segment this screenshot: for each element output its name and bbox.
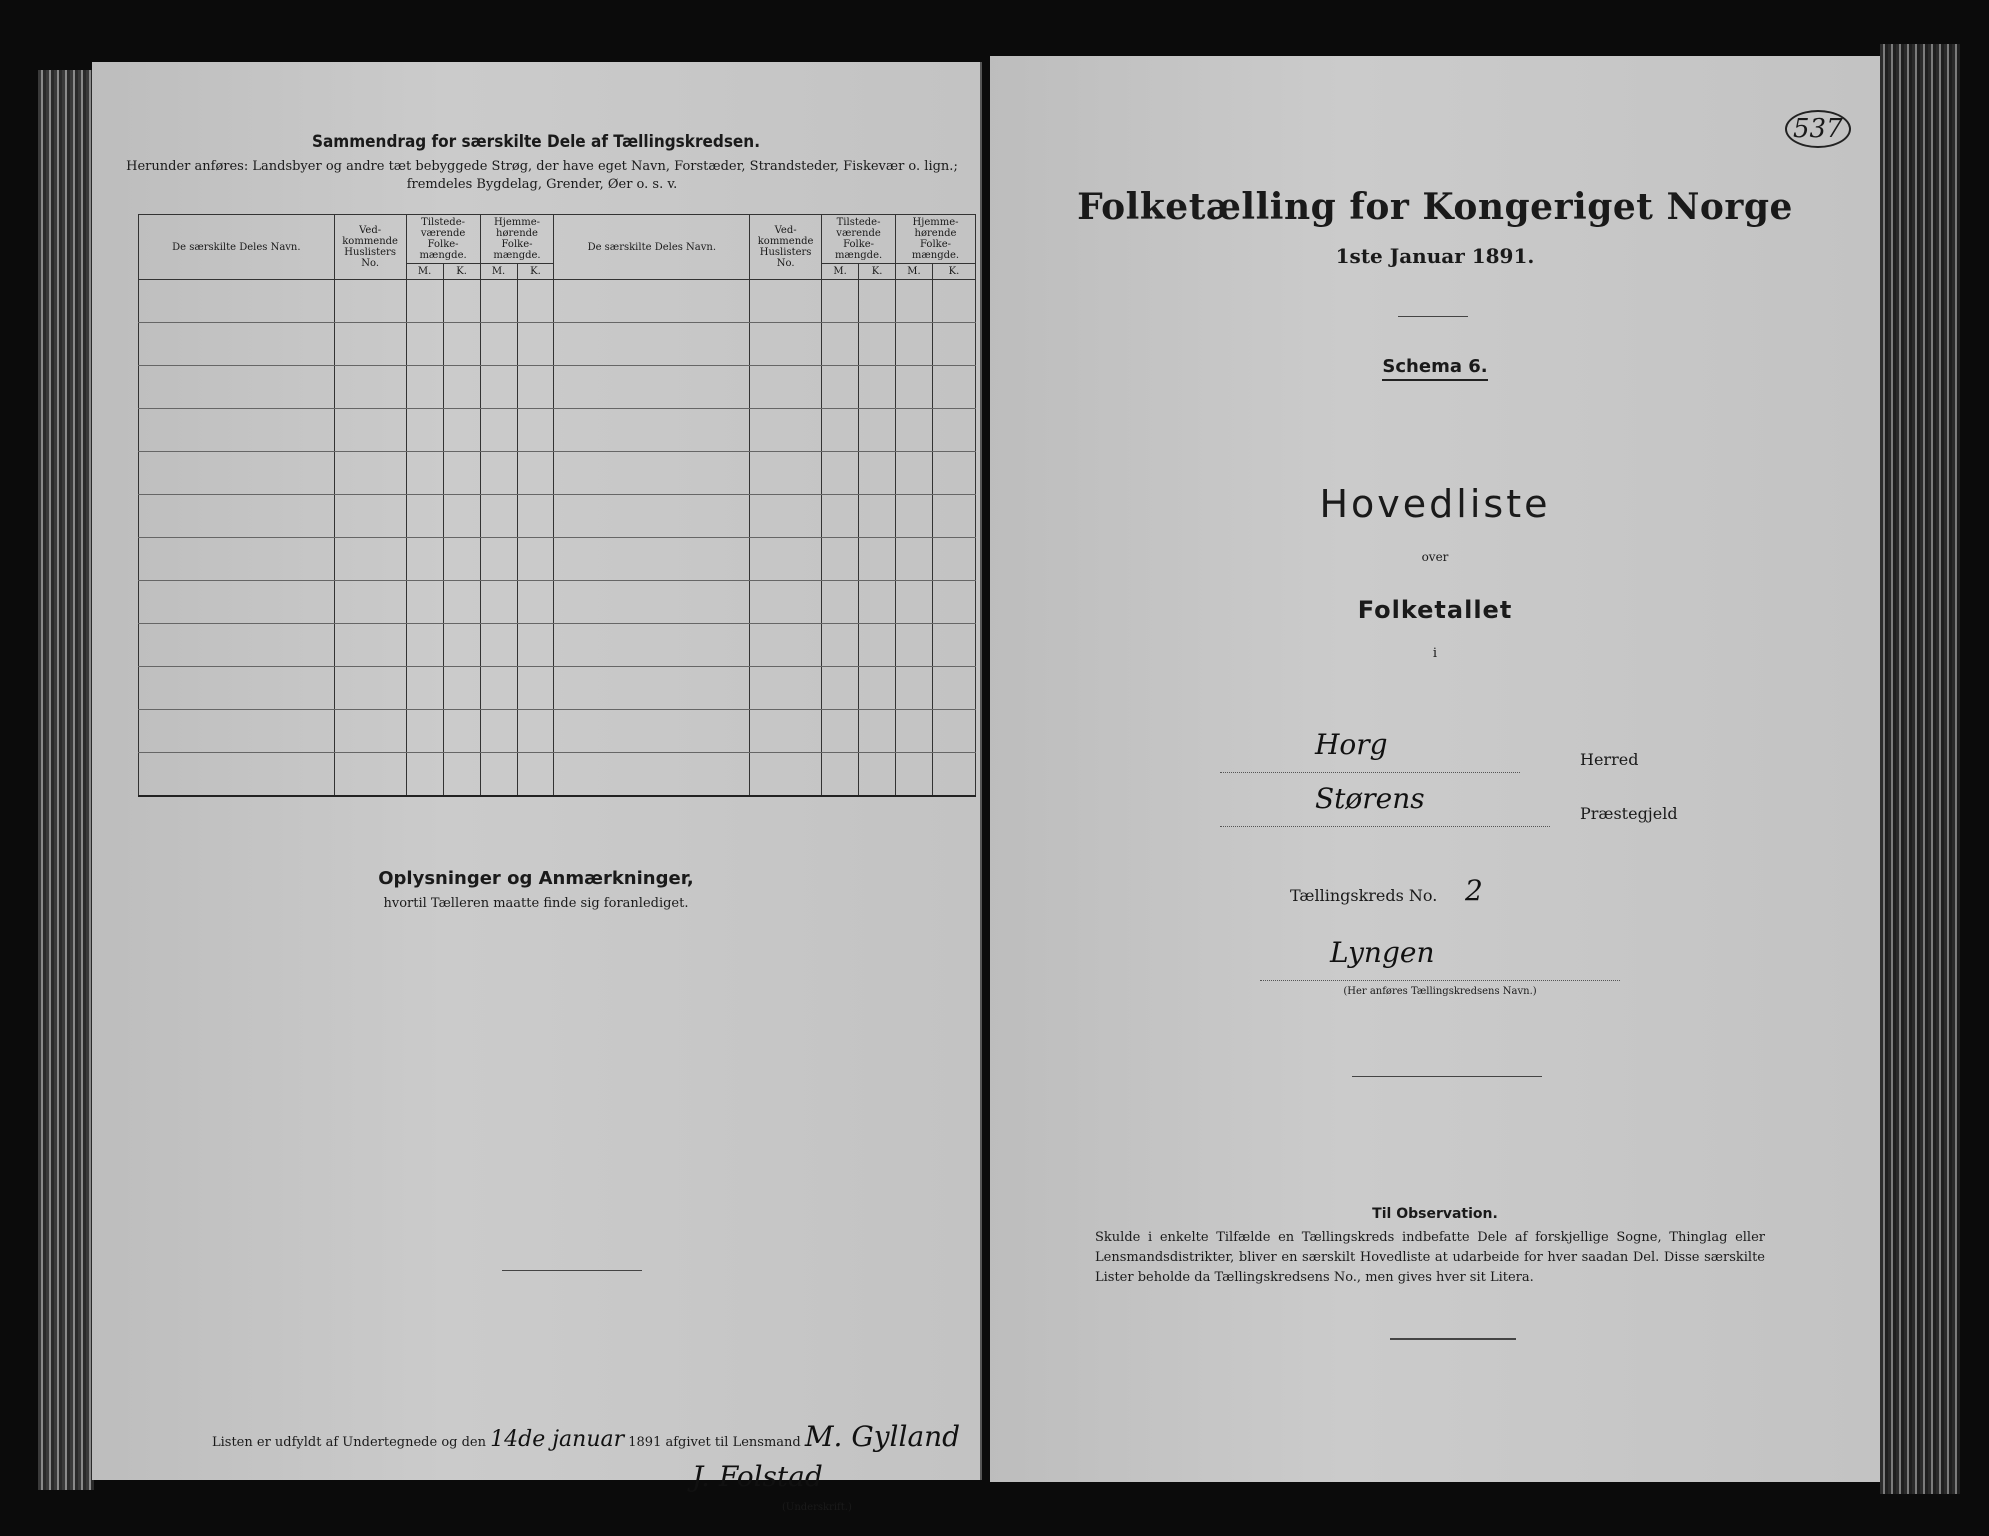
table-cell — [406, 409, 443, 452]
table-cell — [406, 667, 443, 710]
table-cell — [933, 452, 976, 495]
table-cell — [554, 581, 750, 624]
table-cell — [822, 753, 859, 797]
table-cell — [517, 624, 554, 667]
table-cell — [896, 538, 933, 581]
folketallet-heading: Folketallet — [1357, 596, 1513, 624]
table-cell — [139, 323, 335, 366]
table-cell — [933, 495, 976, 538]
table-cell — [554, 495, 750, 538]
table-row — [139, 323, 976, 366]
col-header-huslister-1: Ved-kommende Huslisters No. — [334, 215, 406, 280]
table-cell — [443, 538, 480, 581]
table-cell — [480, 581, 517, 624]
table-cell — [554, 710, 750, 753]
table-cell — [554, 323, 750, 366]
table-cell — [896, 581, 933, 624]
table-cell — [406, 710, 443, 753]
prestegjeld-value: Størens — [1315, 782, 1425, 815]
summary-subtitle-line1: Herunder anføres: Landsbyer og andre tæt bebyggede Strøg, der have eget Navn, Forstæder, Strandsteder, Fiskevær o. lign.; — [126, 159, 958, 174]
divider — [502, 1270, 642, 1271]
divider — [1398, 316, 1468, 317]
table-cell — [859, 710, 896, 753]
table-cell — [443, 495, 480, 538]
table-cell — [406, 366, 443, 409]
table-cell — [139, 495, 335, 538]
table-row — [139, 581, 976, 624]
table-cell — [822, 409, 859, 452]
table-cell — [896, 409, 933, 452]
over-label: over — [1421, 550, 1449, 564]
table-cell — [750, 624, 822, 667]
table-cell — [933, 710, 976, 753]
table-cell — [334, 581, 406, 624]
table-cell — [406, 753, 443, 797]
table-cell — [406, 495, 443, 538]
table-cell — [517, 409, 554, 452]
col-header-huslister-2: Ved-kommende Huslisters No. — [750, 215, 822, 280]
table-cell — [896, 624, 933, 667]
table-cell — [896, 495, 933, 538]
table-cell — [517, 667, 554, 710]
table-cell — [334, 710, 406, 753]
census-date: 1ste Januar 1891. — [1335, 244, 1535, 268]
col-header-name-1: De særskilte Deles Navn. — [139, 215, 335, 280]
table-cell — [859, 409, 896, 452]
table-row — [139, 409, 976, 452]
table-cell — [334, 409, 406, 452]
table-cell — [443, 667, 480, 710]
table-cell — [443, 409, 480, 452]
table-cell — [139, 710, 335, 753]
table-cell — [443, 323, 480, 366]
table-cell — [517, 323, 554, 366]
main-heading: Hovedliste — [1319, 482, 1551, 526]
table-cell — [859, 280, 896, 323]
table-cell — [554, 624, 750, 667]
table-cell — [822, 280, 859, 323]
table-cell — [822, 323, 859, 366]
table-cell — [896, 366, 933, 409]
table-cell — [443, 452, 480, 495]
table-cell — [933, 323, 976, 366]
table-row — [139, 280, 976, 323]
table-cell — [517, 366, 554, 409]
col-header-k: K. — [933, 264, 976, 280]
table-cell — [750, 366, 822, 409]
table-cell — [334, 366, 406, 409]
col-header-k: K. — [443, 264, 480, 280]
notes-subtitle: hvortil Tælleren maatte finde sig foranlediget. — [383, 896, 689, 911]
table-cell — [750, 581, 822, 624]
table-row — [139, 624, 976, 667]
table-cell — [822, 495, 859, 538]
table-cell — [554, 667, 750, 710]
table-row — [139, 667, 976, 710]
table-cell — [517, 452, 554, 495]
table-cell — [750, 710, 822, 753]
table-cell — [554, 753, 750, 797]
table-cell — [334, 452, 406, 495]
table-cell — [750, 452, 822, 495]
table-cell — [406, 538, 443, 581]
table-cell — [443, 581, 480, 624]
table-cell — [517, 495, 554, 538]
table-cell — [859, 753, 896, 797]
table-cell — [859, 452, 896, 495]
table-cell — [896, 710, 933, 753]
table-cell — [406, 280, 443, 323]
book-edge-left — [38, 70, 94, 1490]
table-row — [139, 495, 976, 538]
table-cell — [896, 323, 933, 366]
table-cell — [443, 710, 480, 753]
table-cell — [933, 409, 976, 452]
observation-title: Til Observation. — [1372, 1206, 1498, 1222]
left-page — [92, 62, 982, 1513]
table-cell — [480, 495, 517, 538]
table-cell — [480, 323, 517, 366]
table-cell — [480, 452, 517, 495]
table-cell — [750, 753, 822, 797]
table-cell — [750, 409, 822, 452]
col-header-name-2: De særskilte Deles Navn. — [554, 215, 750, 280]
signoff-date: 14de januar — [490, 1427, 625, 1452]
col-header-m: M. — [406, 264, 443, 280]
col-header-m: M. — [896, 264, 933, 280]
divider — [1390, 1338, 1516, 1340]
table-cell — [443, 624, 480, 667]
table-cell — [443, 366, 480, 409]
schema-label — [990, 356, 1880, 377]
signoff-middle: 1891 afgivet til Lensmand — [628, 1435, 801, 1450]
table-cell — [443, 280, 480, 323]
col-header-k: K. — [517, 264, 554, 280]
table-cell — [822, 366, 859, 409]
table-cell — [406, 581, 443, 624]
lensmand-signature: M. Gylland — [804, 1420, 961, 1453]
table-cell — [139, 538, 335, 581]
table-cell — [480, 710, 517, 753]
table-cell — [750, 323, 822, 366]
table-cell — [480, 624, 517, 667]
herred-value: Horg — [1315, 728, 1388, 761]
table-cell — [933, 667, 976, 710]
kreds-value: 2 — [1465, 874, 1483, 907]
summary-subtitle-line2: fremdeles Bygdelag, Grender, Øer o. s. v. — [406, 177, 678, 192]
page-number: 537 — [1785, 110, 1851, 148]
table-cell — [334, 667, 406, 710]
table-cell — [554, 366, 750, 409]
herred-field — [1220, 728, 1520, 773]
table-cell — [750, 280, 822, 323]
table-cell — [480, 538, 517, 581]
table-cell — [334, 495, 406, 538]
table-cell — [139, 667, 335, 710]
table-row — [139, 753, 976, 797]
table-cell — [750, 495, 822, 538]
divider — [1352, 1076, 1542, 1077]
table-cell — [517, 581, 554, 624]
table-cell — [933, 581, 976, 624]
underskrift-label: (Underskrift.) — [782, 1502, 852, 1513]
col-header-k: K. — [859, 264, 896, 280]
census-title: Folketælling for Kongeriget Norge — [1077, 186, 1793, 228]
table-cell — [554, 409, 750, 452]
table-cell — [139, 624, 335, 667]
kreds-label: Tællingskreds No. — [1290, 886, 1438, 905]
table-cell — [554, 280, 750, 323]
summary-table-body — [139, 280, 976, 797]
col-header-m: M. — [822, 264, 859, 280]
table-cell — [859, 323, 896, 366]
summary-subtitle — [112, 158, 972, 194]
table-cell — [896, 753, 933, 797]
signoff-prefix: Listen er udfyldt af Undertegnede og den — [212, 1435, 486, 1450]
col-header-tilstede-2: Tilstede-værende Folke-mængde. — [822, 215, 896, 264]
counter-signature: J. Folstad — [692, 1460, 823, 1493]
right-page — [990, 56, 1880, 1482]
book-edge-right — [1880, 44, 1960, 1494]
kreds-name-hint: (Her anføres Tællingskredsens Navn.) — [1343, 986, 1537, 997]
table-cell — [896, 280, 933, 323]
table-row — [139, 710, 976, 753]
col-header-hjemme-2: Hjemme-hørende Folke-mængde. — [896, 215, 976, 264]
table-cell — [139, 753, 335, 797]
table-cell — [139, 366, 335, 409]
table-cell — [406, 323, 443, 366]
table-cell — [896, 452, 933, 495]
table-cell — [480, 409, 517, 452]
table-cell — [334, 538, 406, 581]
summary-table — [138, 214, 976, 797]
table-cell — [859, 495, 896, 538]
table-cell — [859, 624, 896, 667]
table-cell — [334, 624, 406, 667]
table-cell — [480, 667, 517, 710]
table-cell — [517, 753, 554, 797]
table-cell — [480, 280, 517, 323]
table-cell — [822, 624, 859, 667]
summary-title: Sammendrag for særskilte Dele af Tællingskredsen. — [311, 132, 761, 152]
table-cell — [822, 581, 859, 624]
table-row — [139, 452, 976, 495]
table-cell — [554, 538, 750, 581]
table-row — [139, 538, 976, 581]
col-header-hjemme-1: Hjemme-hørende Folke-mængde. — [480, 215, 554, 264]
table-cell — [859, 366, 896, 409]
prestegjeld-label: Præstegjeld — [1580, 804, 1678, 823]
table-cell — [859, 667, 896, 710]
table-cell — [750, 667, 822, 710]
table-cell — [139, 452, 335, 495]
table-cell — [933, 366, 976, 409]
kreds-name-value: Lyngen — [1330, 936, 1435, 969]
table-cell — [554, 452, 750, 495]
table-cell — [933, 538, 976, 581]
table-cell — [933, 624, 976, 667]
notes-title: Oplysninger og Anmærkninger, — [378, 868, 694, 889]
table-row — [139, 366, 976, 409]
table-cell — [822, 538, 859, 581]
table-cell — [933, 280, 976, 323]
herred-label: Herred — [1580, 750, 1639, 769]
schema-text: Schema 6. — [1382, 356, 1487, 381]
i-label: i — [1432, 646, 1438, 661]
table-cell — [822, 710, 859, 753]
table-cell — [822, 452, 859, 495]
table-cell — [750, 538, 822, 581]
table-cell — [139, 581, 335, 624]
table-cell — [859, 581, 896, 624]
signoff-line — [212, 1420, 960, 1453]
table-cell — [443, 753, 480, 797]
table-cell — [406, 624, 443, 667]
prestegjeld-field — [1220, 782, 1550, 827]
table-cell — [480, 753, 517, 797]
observation-text: Skulde i enkelte Tilfælde en Tællingskreds indbefatte Dele af forskjellige Sogne, Thinglag eller Lensmandsdistrikter, bliver en særskilt Hovedliste at udarbeide for hver saadan Del. Disse særskilte Lister beholde da Tællingskredsens No., men gives hver sit Litera. — [1095, 1230, 1765, 1285]
table-cell — [406, 452, 443, 495]
table-cell — [139, 280, 335, 323]
table-cell — [334, 753, 406, 797]
table-cell — [334, 323, 406, 366]
table-cell — [859, 538, 896, 581]
table-cell — [933, 753, 976, 797]
col-header-tilstede-1: Tilstede-værende Folke-mængde. — [406, 215, 480, 264]
table-cell — [896, 667, 933, 710]
table-cell — [334, 280, 406, 323]
table-cell — [517, 710, 554, 753]
table-cell — [822, 667, 859, 710]
col-header-m: M. — [480, 264, 517, 280]
table-cell — [517, 538, 554, 581]
table-cell — [517, 280, 554, 323]
table-cell — [139, 409, 335, 452]
kreds-name-field — [1260, 938, 1620, 981]
table-cell — [480, 366, 517, 409]
